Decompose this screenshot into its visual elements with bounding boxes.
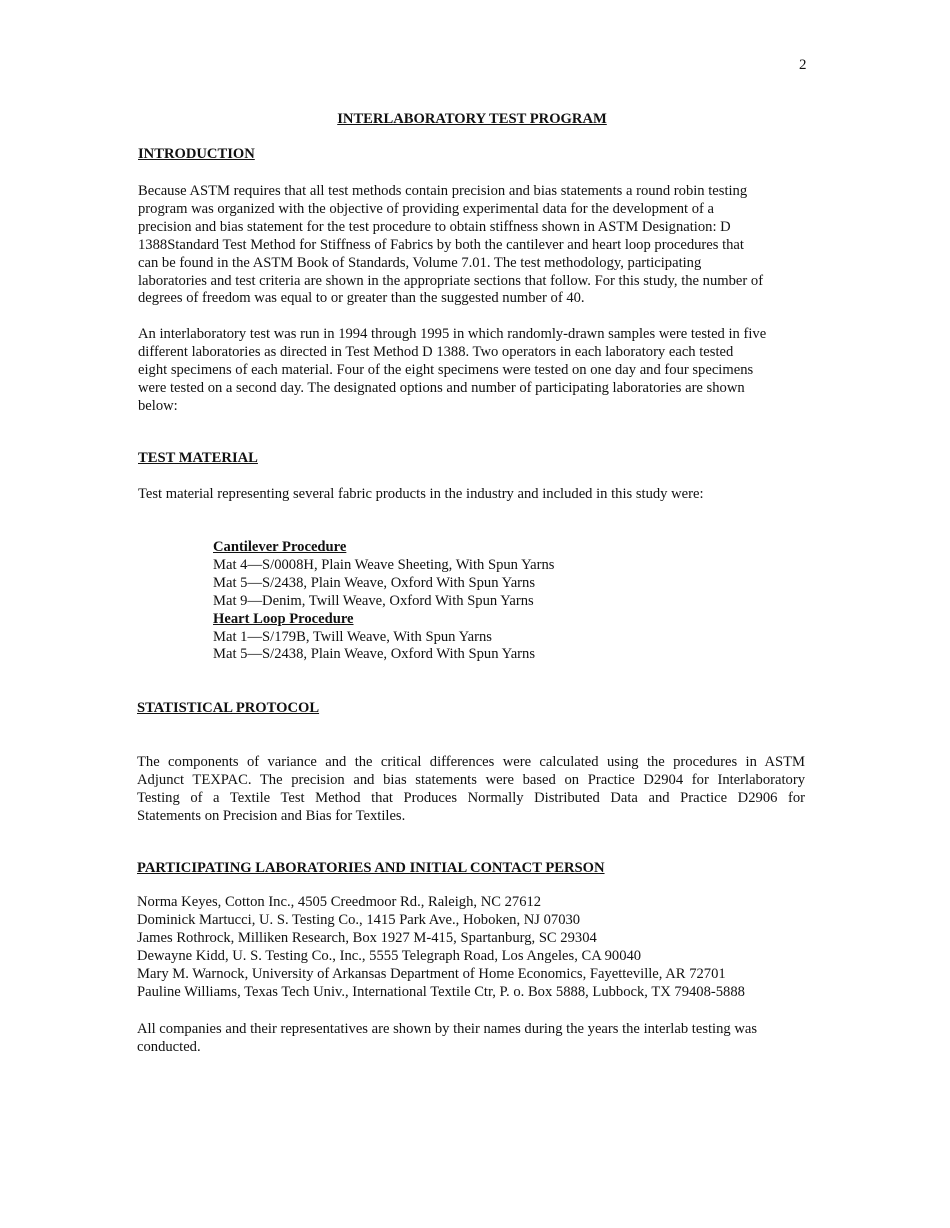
list-item: Mat 5—S/2438, Plain Weave, Oxford With Spun Yarns xyxy=(213,646,536,663)
material-list xyxy=(213,539,554,664)
text-line: program was organized with the objective of providing experimental data for the development of a xyxy=(138,200,714,217)
text-line: The components of variance and the critical differences were calculated using the procedures in ASTM xyxy=(137,754,805,770)
participating-labs-heading: PARTICIPATING LABORATORIES AND INITIAL CONTACT PERSON xyxy=(137,860,605,876)
page-number: 2 xyxy=(799,57,807,73)
labs-footer-paragraph xyxy=(137,1021,809,1057)
list-item: Dominick Martucci, U. S. Testing Co., 1415 Park Ave., Hoboken, NJ 07030 xyxy=(137,911,581,928)
text-line: different laboratories as directed in Test Method D 1388. Two operators in each laboratory each tested xyxy=(138,343,734,360)
text-line: All companies and their representatives are shown by their names during the years the interlab testing was xyxy=(137,1021,758,1037)
list-item: Mat 4—S/0008H, Plain Weave Sheeting, With Spun Yarns xyxy=(213,556,555,573)
text-line: below: xyxy=(138,397,178,414)
statistical-protocol-paragraph xyxy=(137,754,805,826)
test-material-intro xyxy=(138,486,810,504)
page-title: INTERLABORATORY TEST PROGRAM xyxy=(337,111,607,127)
list-item: Pauline Williams, Texas Tech Univ., International Textile Ctr, P. o. Box 5888, Lubbock, TX 79408-5888 xyxy=(137,983,745,1000)
text-line: 1388Standard Test Method for Stiffness of Fabrics by both the cantilever and heart loop procedures that xyxy=(138,236,744,253)
list-item: Norma Keyes, Cotton Inc., 4505 Creedmoor Rd., Raleigh, NC 27612 xyxy=(137,894,542,910)
text-line: conducted. xyxy=(137,1038,201,1055)
list-item: Mat 1—S/179B, Twill Weave, With Spun Yarns xyxy=(213,628,492,645)
text-line: eight specimens of each material. Four of the eight specimens were tested on one day and four specimens xyxy=(138,361,754,378)
list-item: Mary M. Warnock, University of Arkansas Department of Home Economics, Fayetteville, AR 72701 xyxy=(137,965,726,982)
text-line: can be found in the ASTM Book of Standards, Volume 7.01. The test methodology, participating xyxy=(138,254,702,271)
text-line: Testing of a Textile Test Method that Produces Normally Distributed Data and Practice D2906 for xyxy=(137,789,805,806)
list-item: James Rothrock, Milliken Research, Box 1927 M-415, Spartanburg, SC 29304 xyxy=(137,929,597,946)
text-line: Test material representing several fabric products in the industry and included in this study were: xyxy=(138,486,704,502)
text-line: laboratories and test criteria are shown in the appropriate sections that follow. For this study, the number of xyxy=(138,272,764,289)
list-item: Mat 5—S/2438, Plain Weave, Oxford With Spun Yarns xyxy=(213,574,536,591)
text-line: Statements on Precision and Bias for Textiles. xyxy=(137,807,406,824)
text-line: An interlaboratory test was run in 1994 through 1995 in which randomly-drawn samples were tested in five xyxy=(138,326,767,342)
text-line: were tested on a second day. The designated options and number of participating laboratories are shown xyxy=(138,379,745,396)
text-line: Because ASTM requires that all test methods contain precision and bias statements a round robin testing xyxy=(138,183,748,199)
heart-loop-procedure-heading: Heart Loop Procedure xyxy=(213,610,354,627)
introduction-paragraph-1 xyxy=(138,183,810,308)
introduction-paragraph-2 xyxy=(138,326,810,416)
introduction-heading: INTRODUCTION xyxy=(138,146,255,162)
list-item: Mat 9—Denim, Twill Weave, Oxford With Spun Yarns xyxy=(213,592,534,609)
text-line: Adjunct TEXPAC. The precision and bias statements were based on Practice D2904 for Interlaboratory xyxy=(137,771,805,788)
lab-list xyxy=(137,894,745,1001)
text-line: degrees of freedom was equal to or greater than the suggested number of 40. xyxy=(138,290,585,307)
list-item: Dewayne Kidd, U. S. Testing Co., Inc., 5555 Telegraph Road, Los Angeles, CA 90040 xyxy=(137,947,642,964)
statistical-protocol-heading: STATISTICAL PROTOCOL xyxy=(137,700,320,716)
test-material-heading: TEST MATERIAL xyxy=(138,450,258,466)
cantilever-procedure-heading: Cantilever Procedure xyxy=(213,539,347,555)
text-line: precision and bias statement for the test procedure to obtain stiffness shown in ASTM Designation: D xyxy=(138,218,731,235)
